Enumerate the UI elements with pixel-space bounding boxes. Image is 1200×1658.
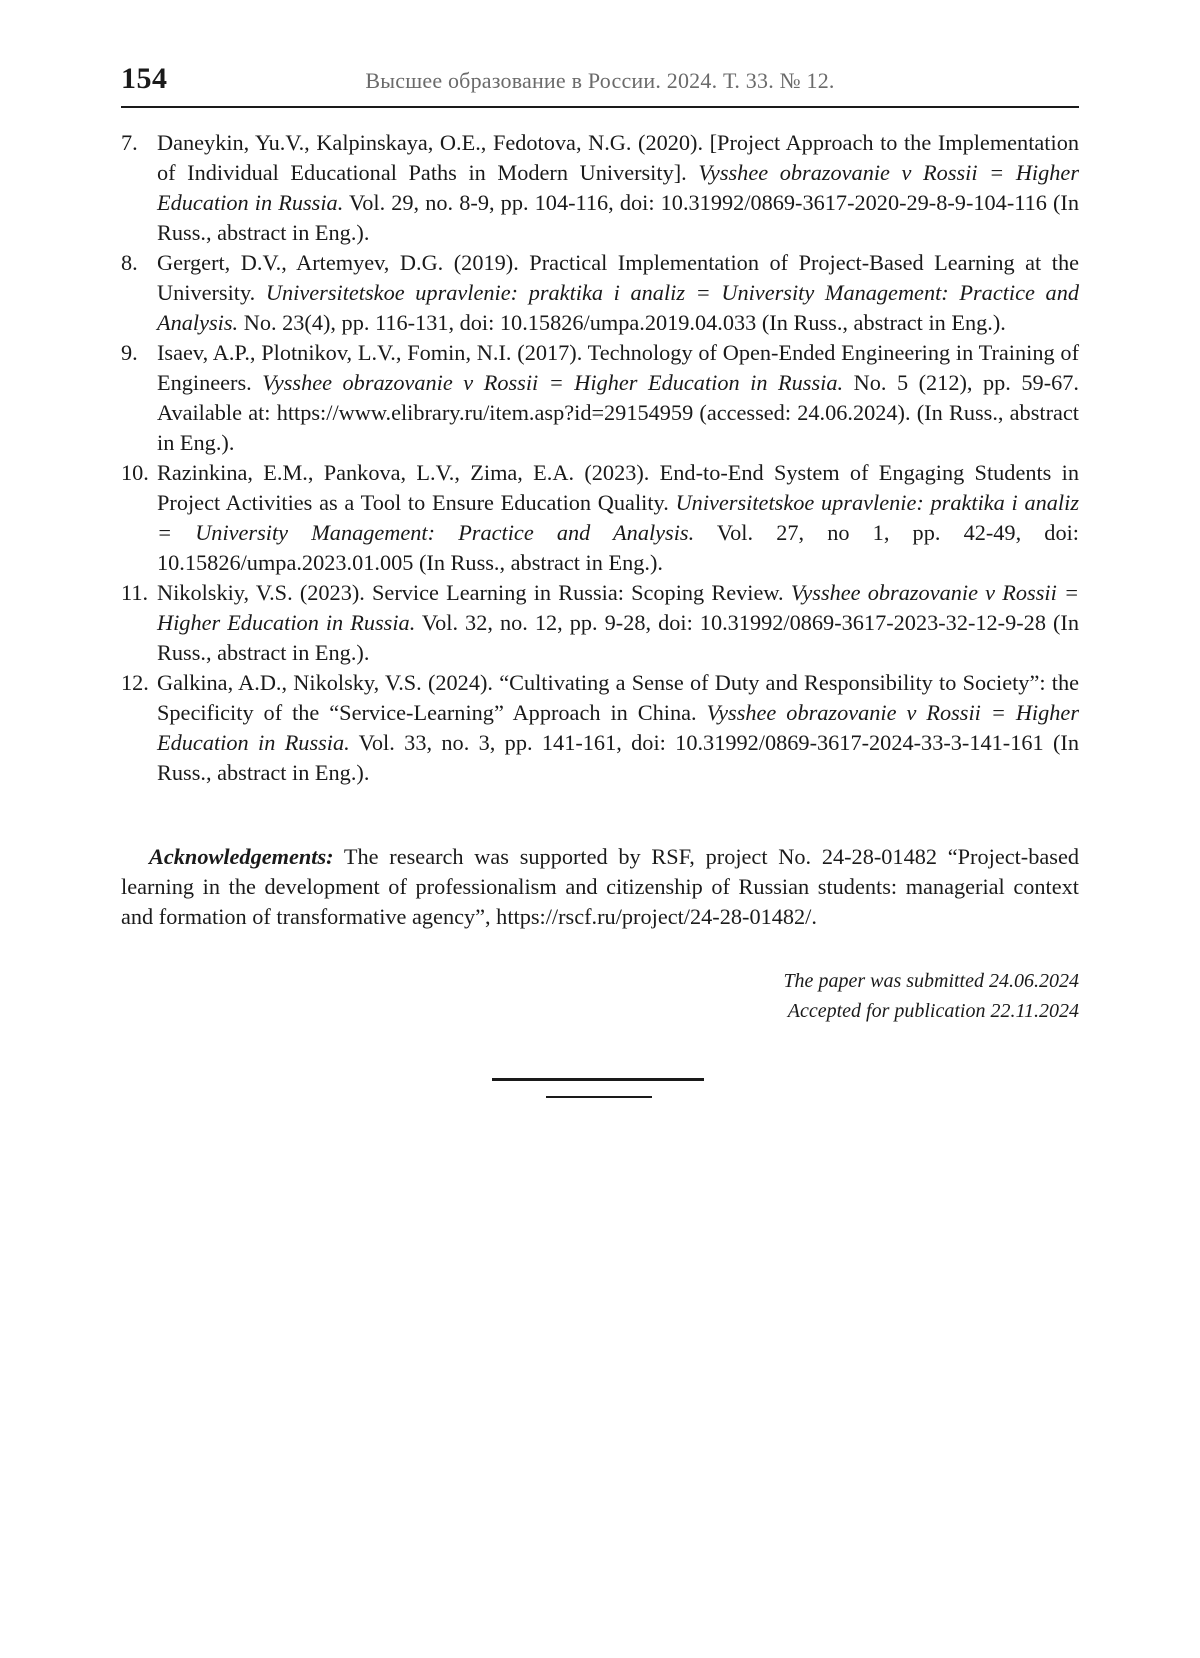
reference-authors-title: Razinkina, E.M., Pankova, L.V., Zima, E.A. (2023). End-to-End System of Engaging Students in Project Activities as a Tool to Ensure Education Quality. [157,460,1079,515]
reference-text [157,248,1079,338]
reference-details: No. 5 (212), pp. 59-67. Available at: https://www.elibrary.ru/item.asp?id=29154959 (accessed: 24.06.2024). (In Russ., abstract in Eng.). [157,370,1079,455]
reference-text [157,458,1079,578]
reference-journal: Universitetskoe upravlenie: praktika i analiz = University Management: Practice and Analysis. [157,490,1079,545]
reference-text [157,338,1079,458]
acknowledgements-paragraph [121,842,1079,932]
reference-item [121,668,1079,788]
reference-details: Vol. 32, no. 12, pp. 9-28, doi: 10.31992/0869-3617-2023-32-12-9-28 (In Russ., abstract in Eng.). [157,610,1079,665]
acknowledgements-label: Acknowledgements: [149,844,334,869]
reference-number: 12. [121,670,149,695]
reference-number: 9. [121,340,138,365]
reference-text [157,578,1079,668]
reference-journal: Vysshee obrazovanie v Rossii = Higher Education in Russia. [157,160,1079,215]
page-header [121,56,1079,108]
end-divider-long [492,1078,704,1081]
reference-item [121,128,1079,248]
reference-journal: Vysshee obrazovanie v Rossii = Higher Education in Russia. [157,580,1080,635]
reference-authors-title: Galkina, A.D., Nikolsky, V.S. (2024). “Cultivating a Sense of Duty and Responsibility to Society”: the Specificity of the “Service-Learning” Approach in China. [157,670,1079,725]
reference-list [121,128,1079,788]
submission-dates [783,966,1079,1026]
reference-details: Vol. 27, no 1, pp. 42-49, doi: 10.15826/umpa.2023.01.005 (In Russ., abstract in Eng.). [157,520,1079,575]
end-divider-short [546,1096,652,1098]
reference-journal: Universitetskoe upravlenie: praktika i analiz = University Management: Practice and Analysis. [157,280,1079,335]
reference-details: Vol. 29, no. 8-9, pp. 104-116, doi: 10.31992/0869-3617-2020-29-8-9-104-116 (In Russ., abstract in Eng.). [157,190,1079,245]
reference-number: 8. [121,250,138,275]
reference-text [157,668,1079,788]
accepted-date: Accepted for publication 22.11.2024 [787,1000,1079,1022]
reference-details: No. 23(4), pp. 116-131, doi: 10.15826/umpa.2019.04.033 (In Russ., abstract in Eng.). [238,310,1006,335]
running-title: Высшее образование в России. 2024. Т. 33. № 12. [365,68,835,93]
reference-journal: Vysshee obrazovanie v Rossii = Higher Education in Russia. [262,370,844,395]
reference-item [121,248,1079,338]
reference-authors-title: Daneykin, Yu.V., Kalpinskaya, O.E., Fedotova, N.G. (2020). [Project Approach to the Implementation of Individual Educational Paths in Modern University]. [157,130,1079,185]
reference-journal: Vysshee obrazovanie v Rossii = Higher Education in Russia. [157,700,1079,755]
reference-authors-title: Gergert, D.V., Artemyev, D.G. (2019). Practical Implementation of Project-Based Learning at the University. [157,250,1079,305]
reference-item [121,578,1079,668]
submitted-date: The paper was submitted 24.06.2024 [783,970,1079,992]
reference-authors-title: Nikolskiy, V.S. (2023). Service Learning in Russia: Scoping Review. [157,580,791,605]
page-number: 154 [121,62,168,95]
reference-item [121,338,1079,458]
reference-number: 11. [121,580,149,605]
reference-number: 7. [121,130,138,155]
reference-authors-title: Isaev, A.P., Plotnikov, L.V., Fomin, N.I. (2017). Technology of Open-Ended Engineering in Training of Engineers. [157,340,1079,395]
reference-number: 10. [121,460,149,485]
reference-details: Vol. 33, no. 3, pp. 141-161, doi: 10.31992/0869-3617-2024-33-3-141-161 (In Russ., abstract in Eng.). [157,730,1079,785]
acknowledgements-text: The research was supported by RSF, project No. 24-28-01482 “Project-based learning in the development of professionalism and citizenship of Russian students: managerial context and formation of transformative agency”, https://rscf.ru/project/24-28-01482/. [121,844,1079,929]
reference-item [121,458,1079,578]
reference-text [157,128,1079,248]
